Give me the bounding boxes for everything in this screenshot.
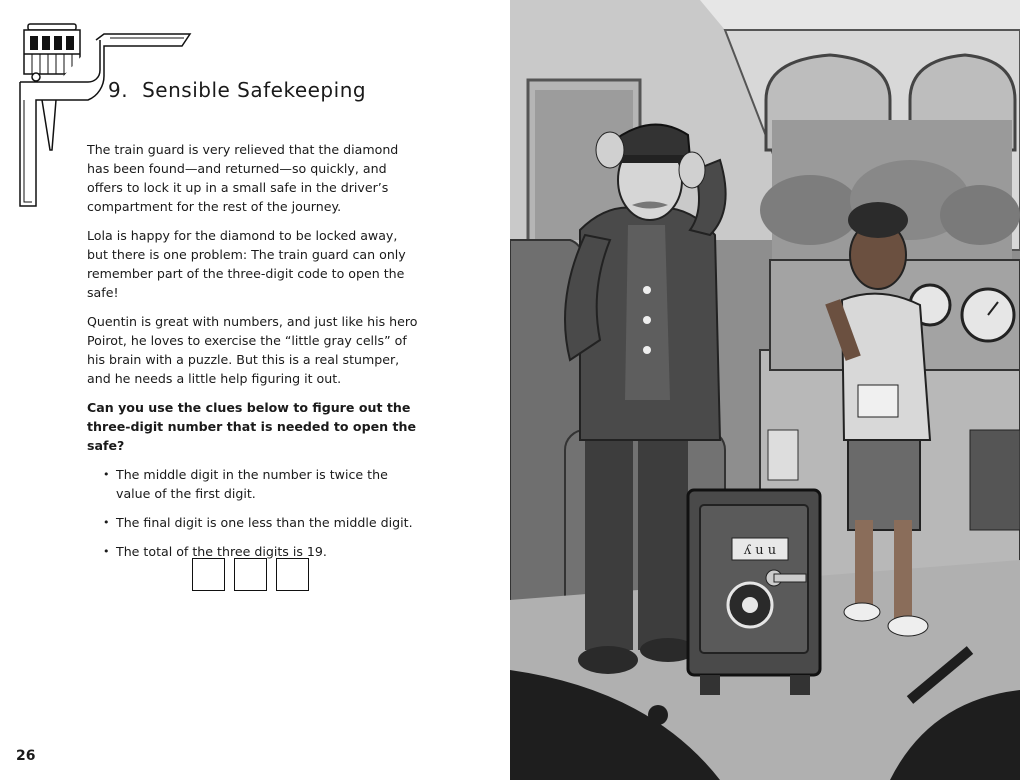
illustration [510,0,1020,780]
clue-item: • The middle digit in the number is twice the value of the first digit. [105,465,420,503]
clue-list [87,465,420,561]
clue-item: • The total of the three digits is 19. [105,542,420,561]
chapter-number: 9. [108,78,129,102]
clue-item: • The final digit is one less than the middle digit. [105,513,420,532]
safe-label: ʎ u u [743,543,777,558]
safe [688,490,820,695]
chapter-title: Sensible Safekeeping [142,78,367,102]
chapter-heading [108,78,366,102]
answer-box[interactable] [234,558,267,591]
puzzle-question: Can you use the clues below to figure out the three-digit number that is needed to open the safe? [87,400,417,453]
puzzle-text [87,140,420,571]
paragraph: Quentin is great with numbers, and just like his hero Poirot, he loves to exercise the “little gray cells” of his brain with a puzzle. But this is a real stumper, and he needs a little help figuring it out. [87,314,418,386]
paragraph: The train guard is very relieved that the diamond has been found—and returned—so quickly, and offers to lock it up in a small safe in the driver’s compartment for the rest of the journey. [87,142,399,214]
answer-box[interactable] [192,558,225,591]
paragraph: Lola is happy for the diamond to be locked away, but there is one problem: The train guard can only remember part of the three-digit code to open the safe! [87,228,406,300]
answer-box[interactable] [276,558,309,591]
page-number: 26 [16,748,36,764]
answer-boxes [192,558,309,591]
illustration-page [510,0,1020,780]
